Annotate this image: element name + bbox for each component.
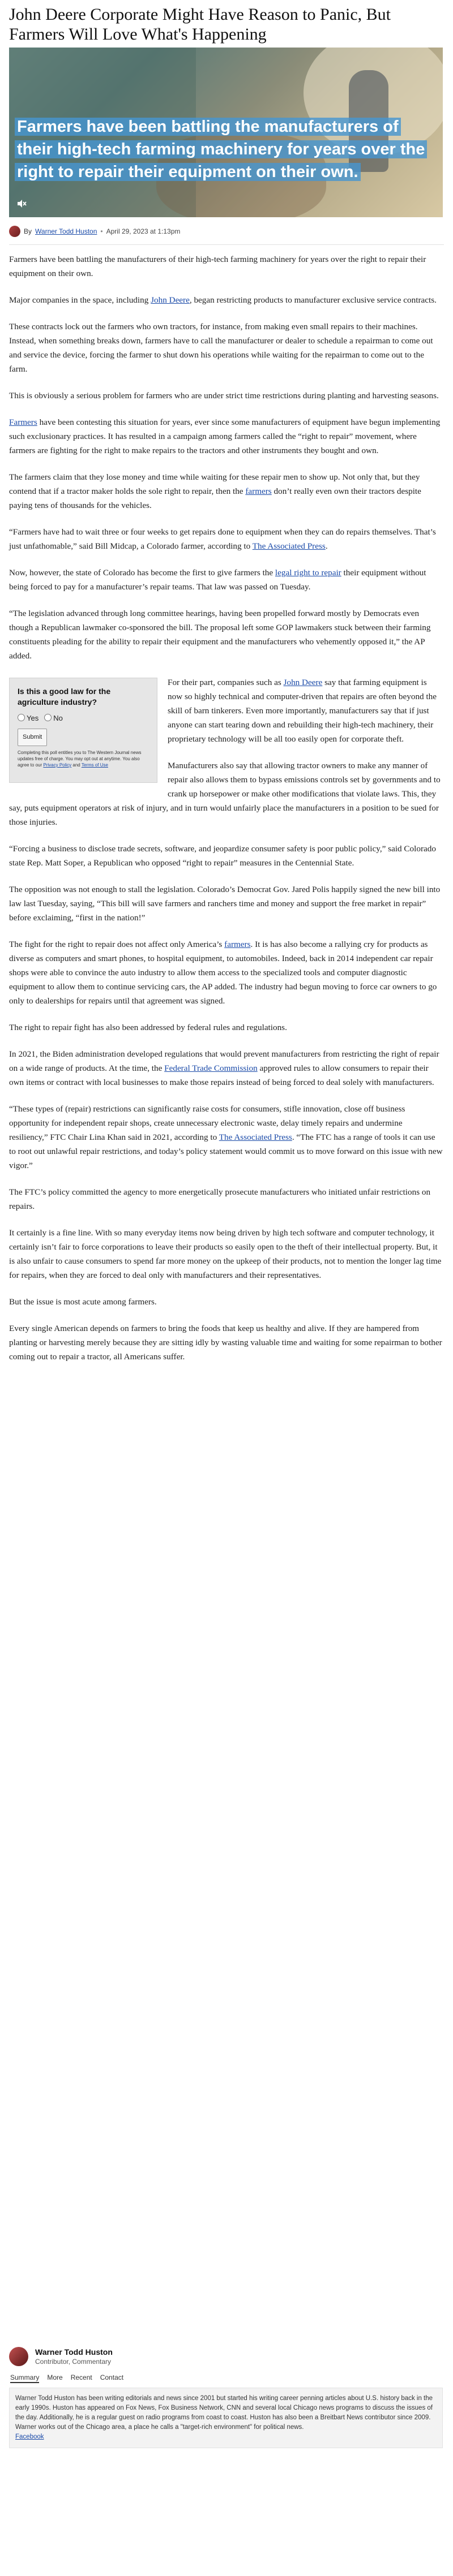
poll-option-no[interactable] — [44, 711, 63, 725]
paragraph: It certainly is a fine line. With so many everyday items now being driven by high tech software and computer technology, it certainly isn’t fair to force corporations to leave their products so easily open to the theft of their intellectual property. But, it is also unfair to cause consumers to spend far more money on the upkeep of their products, not to mention the longer lag time for repairs, when they are forced to deal only with manufacturers and their representatives. — [9, 1228, 442, 1280]
poll-submit-button[interactable]: Submit — [18, 729, 47, 746]
john-deere-link[interactable]: John Deere — [283, 678, 323, 687]
paragraph: But the issue is most acute among farmers. — [9, 1297, 157, 1307]
paragraph: “Forcing a business to disclose trade secrets, software, and jeopardize consumer safety is poor public policy,” said Colorado state Rep. Matt Soper, a Republican who opposed “right to repair” measures in the Centennial State. — [9, 844, 436, 868]
text: and — [71, 763, 82, 768]
author-name[interactable]: Warner Todd Huston — [35, 2347, 113, 2357]
text: don’t really even own their tractors despite paying tens of thousands for the vehicles. — [9, 486, 421, 510]
associated-press-link[interactable]: The Associated Press — [252, 541, 326, 551]
paragraph: The FTC’s policy committed the agency to more energetically prosecute manufacturers who initiated unfair restrictions on repairs. — [9, 1187, 431, 1211]
text: approved rules to allow consumers to repair their own items or contract with local businesses to make those repairs instead of being forced to deal solely with manufacturers. — [9, 1063, 434, 1087]
paragraph: This is obviously a serious problem for farmers who are under strict time restrictions during planting and harvesting seasons. — [9, 391, 439, 400]
terms-of-use-link[interactable]: Terms of Use — [81, 763, 108, 768]
paragraph — [9, 937, 443, 1008]
associated-press-link[interactable]: The Associated Press — [219, 1132, 292, 1142]
paragraph: The right to repair fight has also been addressed by federal rules and regulations. — [9, 1023, 287, 1032]
text: For their part, companies such as — [168, 678, 284, 687]
avatar — [9, 2347, 28, 2366]
text: The farmers claim that they lose money and time while waiting for these repair men to show up. Not only that, but they contend that if a tractor maker holds the sole right to repair, then the — [9, 472, 420, 496]
paragraph: The opposition was not enough to stall the legislation. Colorado’s Democrat Gov. Jared Polis happily signed the new bill into law last Tuesday, saying, “This bill will save farmers and ranchers time and money and support the free market in repair” before exclaiming, “first in the nation!” — [9, 885, 441, 923]
text: Completing this poll entitles you to The Western Journal news updates free of charge. You may opt out at anytime. You also agree to our — [18, 750, 142, 768]
text: Now, however, the state of Colorado has become the first to give farmers the — [9, 568, 275, 578]
byline — [9, 224, 439, 239]
text: say that farming equipment is now so highly technical and computer-driven that repairs are often beyond the skill of barn tinkerers. Even more importantly, manufacturers say that if just anyone can start tearing down and rebuilding their high-tech machinery, their proprietary technology will be all too easily open for corporate theft. — [168, 678, 437, 744]
paragraph — [9, 470, 443, 512]
author-link[interactable]: Warner Todd Huston — [35, 227, 97, 235]
paragraph — [9, 1102, 443, 1173]
divider — [9, 244, 444, 245]
farmers-link[interactable]: farmers — [245, 486, 272, 496]
tab-summary[interactable]: Summary — [10, 2373, 39, 2383]
author-info — [35, 2347, 113, 2366]
avatar — [9, 226, 20, 237]
poll-options — [18, 711, 149, 725]
ftc-link[interactable]: Federal Trade Commission — [164, 1063, 258, 1073]
privacy-policy-link[interactable]: Privacy Policy — [43, 763, 72, 768]
right-to-repair-link[interactable]: legal right to repair — [275, 568, 341, 578]
facebook-link[interactable]: Facebook — [15, 2433, 44, 2440]
paragraph: Manufacturers also say that allowing tractor owners to make any manner of repair also allows them to bypass emissions controls set by governments and to crank up horsepower or make other modifications that violate laws. This, they say, puts equipment operators at risk of injury, and in turn would unfairly place the manufacturers in a position to be sued for those injuries. — [9, 761, 441, 827]
paragraph — [9, 415, 443, 458]
poll-option-label: No — [53, 714, 63, 722]
paragraph — [9, 293, 443, 307]
farmers-link[interactable]: farmers — [224, 940, 251, 949]
text: have been contesting this situation for years, ever since some manufacturers of equipment have begun implementing such exclusionary practices. It has resulted in a campaign among farmers called the “right to repair” movement, where farmers are fighting for the right to make repairs to the tractors and other instruments they bought and own. — [9, 417, 441, 455]
text: Major companies in the space, including — [9, 295, 151, 305]
article-body — [9, 252, 443, 1376]
text: “These types of (repair) restrictions can significantly raise costs for consumers, stifle innovation, close off business opportunity for independent repair shops, create unnecessary electronic waste, delay timely repairs and undermine resiliency,” FTC Chair Lina Khan said in 2021, according to — [9, 1104, 405, 1142]
author-header — [9, 2343, 443, 2370]
text: The fight for the right to repair does not affect only America’s — [9, 940, 225, 949]
paragraph: “The legislation advanced through long committee hearings, having been propelled forward mostly by Democrats even though a Republican lawmaker co-sponsored the bill. The proposal left some GOP lawmakers stuck between their farming constituents pleading for the ability to repair their equipment and the manufacturers who vehemently opposed it,” the AP added. — [9, 609, 431, 661]
paragraph — [9, 525, 443, 553]
john-deere-link[interactable]: John Deere — [151, 295, 190, 305]
paragraph: These contracts lock out the farmers who own tractors, for instance, from making even small repairs to their machines. Instead, when something breaks down, farmers have to call the manufacturer or dealer to schedule a repairman to come out and service the device, forcing the farmer to shut down his operations while waiting for the repairman to come out to the farm. — [9, 322, 433, 374]
speaker-muted-icon[interactable] — [16, 198, 27, 209]
text: . — [325, 541, 328, 551]
tab-more[interactable]: More — [47, 2373, 63, 2381]
poll-option-label: Yes — [27, 714, 39, 722]
hero-caption-text: Farmers have been battling the manufacturers of their high-tech farming machinery for years over the right to repair their equipment on their own. — [15, 118, 427, 181]
author-bio: Warner Todd Huston has been writing editorials and news since 2001 but started his writing career penning articles about U.S. history back in the early 1990s. Huston has appeared on Fox News, Fox Business Network, CNN and several local Chicago news programs to discuss the issues of the day. Additionally, he is a regular guest on radio programs from coast to coast. Huston has also been a Breitbart News contributor since 2009. Warner works out of the Chicago area, a place he calls a "target-rich environment" for political news. — [15, 2395, 433, 2431]
author-bio-card — [9, 2388, 443, 2448]
poll-widget — [9, 678, 157, 783]
poll-fine-print — [18, 749, 149, 768]
publish-date: April 29, 2023 at 1:13pm — [106, 227, 181, 235]
paragraph: Farmers have been battling the manufacturers of their high-tech farming machinery for years over the right to repair their equipment on their own. — [9, 255, 426, 278]
tab-recent[interactable]: Recent — [70, 2373, 92, 2381]
paragraph — [9, 566, 443, 594]
paragraph: Every single American depends on farmers to bring the foods that keep us healthy and alive. If they are hampered from planting or harvesting merely because they are sitting idly by wasting valuable time and waiting for some repairman to bother coming out to repair a tractor, all Americans suffer. — [9, 1324, 442, 1362]
poll-option-yes[interactable] — [18, 711, 39, 725]
text: “Farmers have had to wait three or four weeks to get repairs done to equipment when they can do repairs themselves. That’s just unfathomable,” said Bill Midcap, a Colorado farmer, according to — [9, 527, 436, 551]
text: their equipment without being forced to pay for a manufacturer’s repair teams. That law was passed on Tuesday. — [9, 568, 426, 592]
hero-video[interactable] — [9, 48, 443, 217]
paragraph — [9, 1047, 443, 1089]
tab-contact[interactable]: Contact — [100, 2373, 124, 2381]
text: . It is has also become a rallying cry for products as diverse as computers and smart phones, to hospital equipment, to automobiles. Indeed, back in 2014 independent car repair shops were able to convince the auto industry to allow them access to the specialized tools and computer diagnostic equipment to allow them to continue servicing cars, the AP added. The industry had begun moving to force car owners to go only to dealerships for repairs until that agreement was signed. — [9, 940, 437, 1006]
page-title: John Deere Corporate Might Have Reason to Panic, But Farmers Will Love What's Happening — [9, 5, 391, 44]
text: . “The FTC has a range of tools it can use to root out unlawful repair restrictions, and today’s policy statement would commit us to move forward on this issue with new vigor.” — [9, 1132, 443, 1170]
author-tabs — [9, 2373, 443, 2383]
text: In 2021, the Biden administration developed regulations that would prevent manufacturers from restricting the right of repair on a wide range of products. At the time, the — [9, 1049, 439, 1073]
author-box — [9, 2343, 443, 2569]
byline-prefix: By — [24, 227, 32, 235]
author-role: Contributor, Commentary — [35, 2358, 112, 2366]
byline-separator: • — [100, 227, 103, 235]
hero-caption — [15, 115, 434, 183]
radio-icon[interactable] — [18, 714, 25, 721]
radio-icon[interactable] — [44, 714, 52, 721]
farmers-link[interactable]: Farmers — [9, 417, 37, 427]
text: , began restricting products to manufacturer exclusive service contracts. — [189, 295, 437, 305]
poll-question: Is this a good law for the agriculture industry? — [18, 687, 111, 707]
